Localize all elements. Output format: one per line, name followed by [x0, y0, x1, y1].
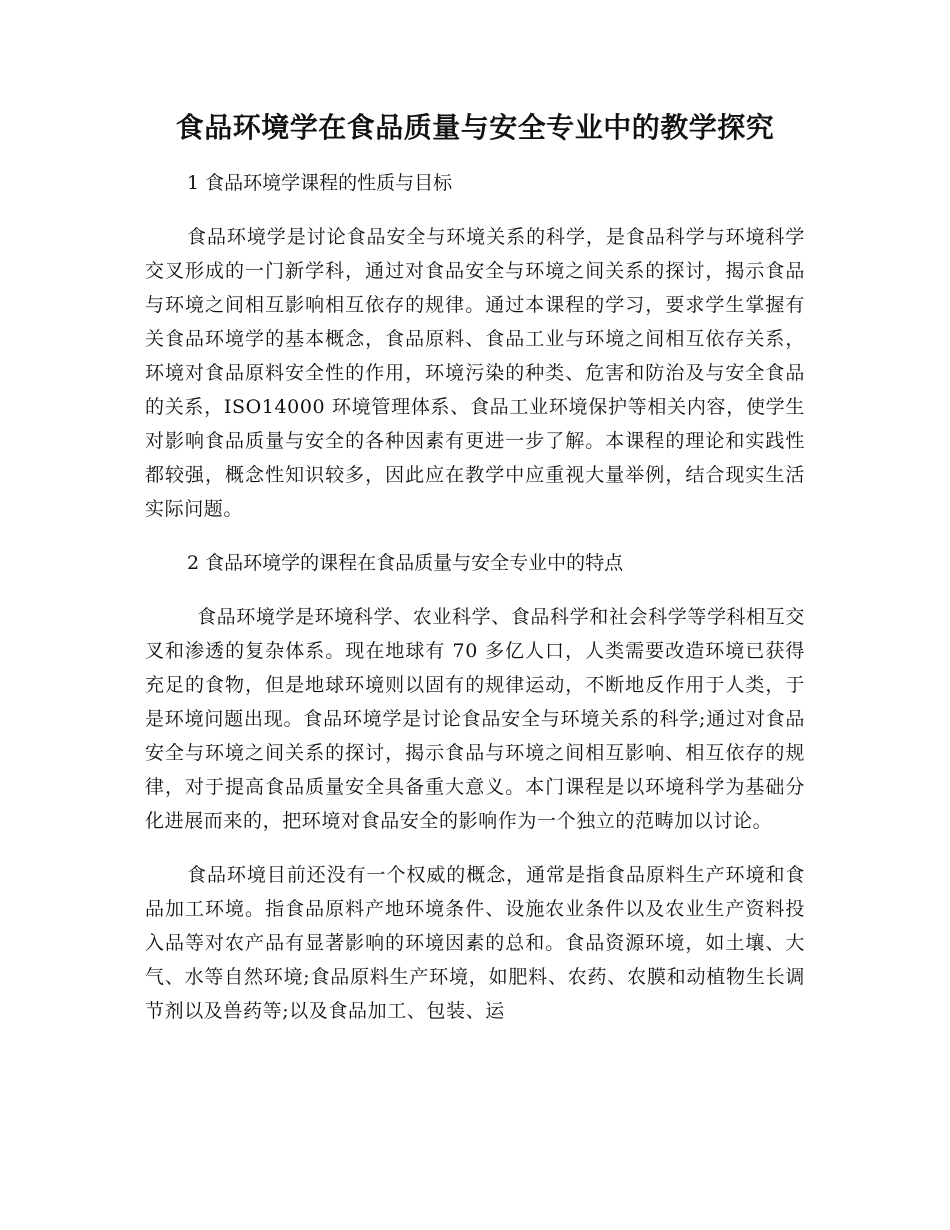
- section-heading-1: 1 食品环境学课程的性质与目标: [187, 172, 453, 194]
- section-1-paragraph-1: 食品环境学是讨论食品安全与环境关系的科学，是食品科学与环境科学交叉形成的一门新学科，通过对食品安全与环境之间关系的探讨，揭示食品与环境之间相互影响相互依存的规律。通过本课程的学习，要求学生掌握有关食品环境学的基本概念，食品原料、食品工业与环境之间相互依存关系，环境对食品原料安全性的作用，环境污染的种类、危害和防治及与安全食品的关系，ISO14000 环境管理体系、食品工业环境保护等相关内容，使学生对影响食品质量与安全的各种因素有更进一步了解。本课程的理论和实践性都较强，概念性知识较多，因此应在教学中应重视大量举例，结合现实生活实际问题。: [145, 226, 805, 520]
- section-heading-2: 2 食品环境学的课程在食品质量与安全专业中的特点: [187, 552, 624, 574]
- document-body: [145, 106, 805, 1048]
- section-2-paragraph-2: 食品环境目前还没有一个权威的概念，通常是指食品原料生产环境和食品加工环境。指食品原料产地环境条件、设施农业条件以及农业生产资料投入品等对农产品有显著影响的环境因素的总和。食品资源环境，如土壤、大气、水等自然环境;食品原料生产环境，如肥料、农药、农膜和动植物生长调节剂以及兽药等;以及食品加工、包装、运: [145, 864, 805, 1022]
- document-title: 食品环境学在食品质量与安全专业中的教学探究: [175, 111, 775, 144]
- section-2-paragraph-1: 食品环境学是环境科学、农业科学、食品科学和社会科学等学科相互交叉和渗透的复杂体系。现在地球有 70 多亿人口，人类需要改造环境已获得充足的食物，但是地球环境则以固有的规律运动，不断地反作用于人类，于是环境问题出现。食品环境学是讨论食品安全与环境关系的科学;通过对食品安全与环境之间关系的探讨，揭示食品与环境之间相互影响、相互依存的规律，对于提高食品质量安全具备重大意义。本门课程是以环境科学为基础分化进展而来的，把环境对食品安全的影响作为一个独立的范畴加以讨论。: [145, 606, 805, 832]
